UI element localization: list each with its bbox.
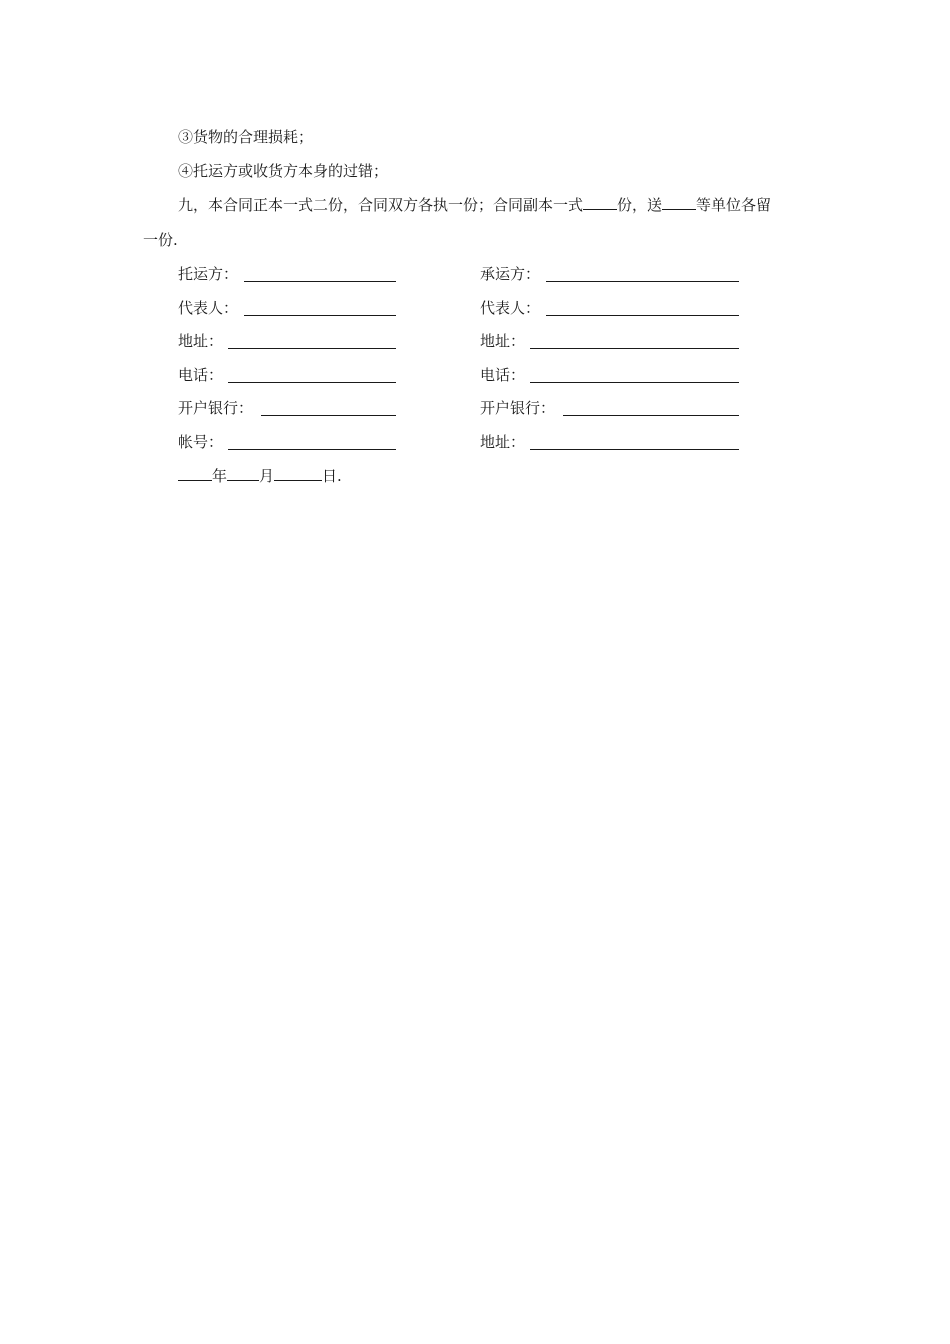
- carrier-representative-field: [480, 298, 739, 318]
- clause-nine-text-b: 份，送: [617, 196, 663, 214]
- carrier-representative-blank: [546, 315, 739, 316]
- year-blank: [178, 466, 212, 481]
- month-blank: [227, 466, 259, 481]
- shipper-phone-label: 电话：: [178, 366, 224, 384]
- shipper-account-label: 帐号：: [178, 433, 224, 451]
- clause-nine-text-c: 等单位各留: [696, 196, 772, 214]
- clause-item-3: ③货物的合理损耗；: [178, 128, 314, 146]
- shipper-address-label: 地址：: [178, 332, 224, 350]
- recipient-unit-blank: [662, 195, 696, 210]
- carrier-field: [480, 264, 739, 284]
- clause-nine-text-a: 九，本合同正本一式二份，合同双方各执一份；合同副本一式: [178, 196, 584, 214]
- copies-count-blank: [583, 195, 617, 210]
- carrier-label: 承运方：: [480, 265, 541, 283]
- year-label: 年: [212, 467, 228, 485]
- carrier-phone-field: [480, 365, 739, 385]
- shipper-representative-field: [178, 298, 396, 318]
- clause-item-4: ④托运方或收货方本身的过错；: [178, 162, 389, 180]
- shipper-phone-blank: [228, 382, 396, 383]
- shipper-representative-blank: [244, 315, 396, 316]
- carrier-address-blank: [530, 348, 739, 349]
- shipper-address-blank: [228, 348, 396, 349]
- carrier-phone-blank: [530, 382, 739, 383]
- carrier-address2-field: [480, 432, 739, 452]
- shipper-blank: [244, 281, 396, 282]
- carrier-address-label: 地址：: [480, 332, 526, 350]
- day-label: 日.: [322, 467, 342, 485]
- carrier-address2-blank: [530, 449, 739, 450]
- shipper-field: [178, 264, 396, 284]
- shipper-phone-field: [178, 365, 396, 385]
- carrier-address-field: [480, 331, 739, 351]
- clause-nine-line2: 一份.: [143, 231, 178, 249]
- shipper-account-field: [178, 432, 396, 452]
- carrier-bank-field: [480, 398, 739, 418]
- shipper-bank-label: 开户银行：: [178, 399, 254, 417]
- carrier-address2-label: 地址：: [480, 433, 526, 451]
- shipper-representative-label: 代表人：: [178, 299, 239, 317]
- clause-nine-line1: [178, 195, 771, 215]
- month-label: 月: [259, 467, 275, 485]
- carrier-phone-label: 电话：: [480, 366, 526, 384]
- carrier-bank-blank: [563, 415, 739, 416]
- shipper-address-field: [178, 331, 396, 351]
- carrier-blank: [546, 281, 739, 282]
- day-blank: [274, 466, 322, 481]
- carrier-bank-label: 开户银行：: [480, 399, 556, 417]
- carrier-representative-label: 代表人：: [480, 299, 541, 317]
- shipper-label: 托运方：: [178, 265, 239, 283]
- shipper-bank-field: [178, 398, 396, 418]
- signing-date: [178, 466, 342, 486]
- shipper-account-blank: [228, 449, 396, 450]
- shipper-bank-blank: [261, 415, 396, 416]
